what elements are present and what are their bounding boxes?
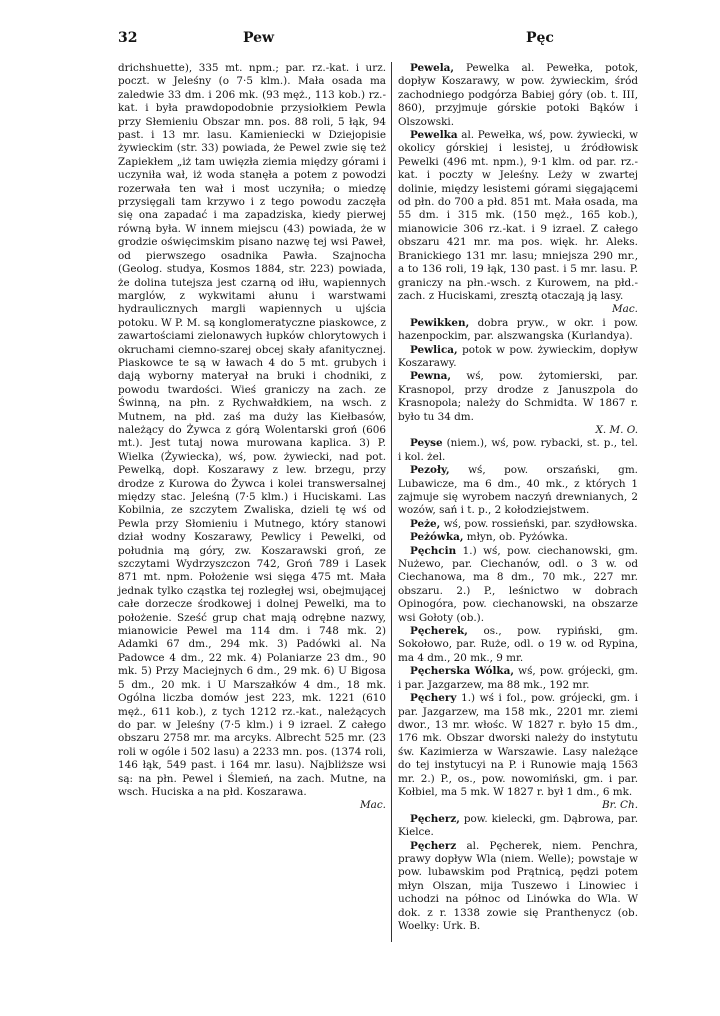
- entry-headword: Pewelka: [410, 129, 458, 142]
- entry-text: potok w pow. żywieckim, dopływ Koszarawy.: [398, 343, 638, 369]
- entry-text: drichshuette), 335 mt. npm.; par. rz.-kat. i urz. poczt. w Jeleśny (o 7·5 klm.). Mała osada ma zaledwie 33 dm. i 206 mk. (93 męż., 113 kob.) rz.-kat. i była prawdopodobnie przysiołkiem Pewla przy Słemieniu Obszar mn. pos. 88 roli, 5 łąk, 94 past. i 13 mr. lasu. Kamieniecki w Dziejopisie żywieckim (str. 33) powiada, że Pewel zwie się też Zapiekłem „iż tam uwięzła ziemia między górami i uczyniła wał, iż woda stanęła a potem z powodzi rozerwała ten wał i most uczyniła; o miedzę przysięgali tam krzywo i z tego powodu zaczęła się ona zapadać i ma zapadziska, kiedy pierwej równą była. W innem miejscu (43) powiada, że w grodzie oświęcimskim pisano nazwę tej wsi Paweł, od pierwszego osadnika Pawła. Szajnocha (Geolog. studya, Kosmos 1884, str. 223) powiada, że dolina tutejsza jest czarną od iłłu, wapiennych marglów, z wykwitami ałunu i warstwami hydraulicznych margli wapiennych u ujścia potoku. W P. M. są konglomeratyczne piaskowce, z zawartościami zielonawych łupków chlorytowych i okruchami ciemno-szarej obcej skały afanitycznej. Piaskowce te są w ławach 4 do 5 mt. grubych i dają wyborny materyał na bruki i chodniki, z powodu twardości. Wieś graniczy na zach. ze Świnną, na płn. z Rychwałdkiem, na wsch. z Mutnem, na płd. zaś ma duży las Kiełbasów, należący do Żywca z górą Wolentarski groń (606 mt.). Jest tutaj nowa murowana kaplica. 3) P. Wielka (Żywiecka), wś, pow. żywiecki, nad pot. Pewelką, dopł. Koszarawy z lew. brzegu, przy drodze z Kurowa do Żywca i kolei transwersalnej między stac. Jeleśną (7·5 klm.) i Huciskami. Las Kobilnia, ze szczytem Zwaliska, dzieli tę wś od Pewla przy Słomieniu i Mutnego, który stanowi dział wodny Koszarawy, Pewlicy i Pewelki, od południa mą góry, zw. Koszarawski groń, ze szczytami Wydrzyszczon 742, Groń 789 i Lasek 871 mt. npm. Położenie wsi sięga 475 mt. Mała jednak tylko cząstka tej rozległej wsi, obejmującej całe dorzecze środkowej i dolnej Pewelki, ma to położenie. Sześć grup chat mają odrębne nazwy, mianowicie Pewel ma 114 dm. i 748 mk. 2) Adamki 67 dm., 294 mk. 3) Padówki al. Na Padowce 4 dm., 22 mk. 4) Polaniarze 23 dm., 90 mk. 5) Przy Maciejnych 6 dm., 29 mk. 6) U Bigosa 5 dm., 20 mk. i U Marszałków 4 dm., 18 mk. Ogólna liczba domów jest 223, mk. 1221 (610 męż., 611 kob.), z tych 1212 rz.-kat., należących do par. w Jeleśny (7·5 klm.) i 9 izrael. Z całego obszaru 2758 mr. ma arcyks. Albrecht 525 mr. (23 roli w ogóle i 502 lasu) a 2233 mn. pos. (1374 roli, 146 łąk, 549 past. i 164 mr. lasu). Najbliższe wsi są: na płn. Pewel i Ślemień, na zach. Mutne, na wsch. Huciska a na płd. Koszarawa.: [118, 62, 386, 798]
- dictionary-entry: [398, 317, 638, 344]
- entry-headword: Pęcherek,: [410, 625, 468, 638]
- dictionary-entry: [118, 62, 386, 813]
- dictionary-entry: [398, 531, 638, 544]
- running-headword-right: Pęc: [526, 30, 554, 46]
- author-signature: Mac.: [360, 799, 386, 812]
- dictionary-entry: [398, 665, 638, 692]
- page-number: 32: [118, 30, 138, 46]
- text-columns: [118, 62, 638, 942]
- entry-headword: Pęcherz,: [410, 812, 460, 825]
- author-signature: Br. Ch.: [601, 799, 638, 812]
- dictionary-entry: [398, 625, 638, 665]
- entry-text: pow. kielecki, gm. Dąbrowa, par. Kielce.: [398, 812, 638, 839]
- entry-text: dobra pryw., w okr. i pow. hazenpockim, par. alszwangska (Kurlandya).: [398, 316, 638, 343]
- entry-headword: Pęcherska Wólka,: [410, 665, 514, 678]
- entry-text: Pewelka al. Pewełka, potok, dopływ Koszarawy, w pow. żywieckim, śród zachodniego podgórza Babiej góry (ob. t. III, 860), przyjmuje górskie potoki Bąków i Olszowski.: [398, 62, 639, 128]
- entry-headword: Pęchcin: [410, 544, 457, 557]
- column-divider: [391, 62, 392, 942]
- entry-text: wś, pow. orszański, gm. Lubawicze, ma 6 dm., 40 mk., z których 1 zajmuje się wyrobem naczyń drewnianych, 2 wozów, sań i t. p., 2 kołodziejstwem.: [398, 464, 638, 517]
- entry-headword: Pęcherz: [410, 839, 457, 852]
- entry-text: (niem.), wś, pow. rybacki, st. p., tel. i kol. żel.: [398, 437, 638, 463]
- entry-headword: Pewikken,: [410, 316, 470, 329]
- author-signature: X. M. O.: [595, 423, 638, 436]
- entry-headword: Pezoły,: [410, 464, 450, 477]
- running-headword-left: Pew: [243, 30, 275, 46]
- entry-text: al. Pewełka, wś, pow. żywiecki, w okolicy górskiej i lesistej, u źródłowisk Pewelki (496 mt. npm.), 9·1 klm. od par. rz.-kat. i poczty w Jeleśny. Leży w zwartej dolinie, między lesistemi górami sięgającemi od płn. do 700 a płd. 851 mt. Mała osada, ma 55 dm. i 315 mk. (150 męż., 165 kob.), mianowicie 306 rz.-kat. i 9 izrael. Z całego obszaru 421 mr. ma pos. więk. hr. Aleks. Branickiego 131 mr. lasu; mniejsza 290 mr., a to 136 roli, 19 łąk, 130 past. i 5 mr. lasu. P. graniczy na płn.-wsch. z Kurowem, na płd.-zach. z Huciskami, zresztą otaczają ją lasy.: [398, 129, 638, 302]
- entry-text: wś, pow. żytomierski, par. Krasnopol, przy drodze z Januszpola do Krasnopola; należy do Schmidta. W 1867 r. było tu 34 dm.: [398, 370, 638, 423]
- entry-headword: Pewlica,: [410, 343, 458, 356]
- dictionary-entry: [398, 813, 638, 840]
- dictionary-entry: [398, 344, 638, 371]
- entry-text: młyn, ob. Pyżówka.: [466, 531, 568, 544]
- dictionary-entry: [398, 545, 638, 625]
- dictionary-entry: [398, 62, 638, 129]
- dictionary-entry: [398, 370, 638, 437]
- entry-text: wś, pow. grójecki, gm. i par. Jazgarzew, ma 88 mk., 192 mr.: [398, 665, 638, 691]
- dictionary-entry: [398, 518, 638, 531]
- dictionary-entry: [398, 692, 638, 813]
- entry-text: 1.) wś, pow. ciechanowski, gm. Nużewo, par. Ciechanów, odl. o 3 w. od Ciechanowa, ma 8 dm., 70 mk., 227 mr. obszaru. 2.) P., leśnictwo w dobrach Opinogóra, pow. ciechanowski, na obszarze wsi Gołoty (ob.).: [398, 544, 638, 624]
- entry-headword: Pewna,: [410, 370, 451, 383]
- right-column: [398, 62, 638, 933]
- entry-headword: Pęchery: [410, 692, 457, 705]
- author-signature: Mac.: [612, 303, 638, 316]
- dictionary-entry: [398, 437, 638, 464]
- entry-headword: Peyse: [410, 437, 443, 450]
- entry-headword: Peże,: [410, 517, 441, 530]
- entry-text: wś, pow. rossieński, par. szydłowska.: [443, 517, 638, 530]
- left-column: [118, 62, 386, 813]
- entry-headword: Pewela,: [410, 62, 454, 74]
- dictionary-entry: [398, 129, 638, 317]
- entry-text: 1.) wś i fol., pow. grójecki, gm. i par. Jazgarzew, ma 158 mk., 2201 mr. ziemi dwor., 13 mr. włośc. W 1827 r. było 15 dm., 176 mk. Obszar dworski należy do instytutu św. Kazimierza w Warszawie. Lasy należące do tej instytucyi na P. i Runowie mają 1563 mr. 2.) P., os., pow. nowomiński, gm. i par. Kołbiel, ma 5 mk. W 1827 r. był 1 dm., 6 mk.: [398, 692, 639, 798]
- entry-headword: Peżówka,: [410, 531, 464, 544]
- dictionary-entry: [398, 840, 638, 934]
- entry-text: al. Pęcherek, niem. Penchra, prawy dopływ Wla (niem. Welle); powstaje w pow. lubawskim pod Prątnicą, pędzi potem młyn Olszan, mija Tuszewo i Linowiec i uchodzi na północ od Linówka do Wla. W dok. z r. 1338 zowie się Pranthenycz (ob. Woelky: Urk. B.: [398, 839, 638, 932]
- dictionary-entry: [398, 464, 638, 518]
- entry-text: os., pow. rypiński, gm. Sokołowo, par. Ruże, odl. o 19 w. od Rypina, ma 4 dm., 20 mk., 9 mr.: [398, 625, 638, 664]
- page-header: [118, 30, 628, 48]
